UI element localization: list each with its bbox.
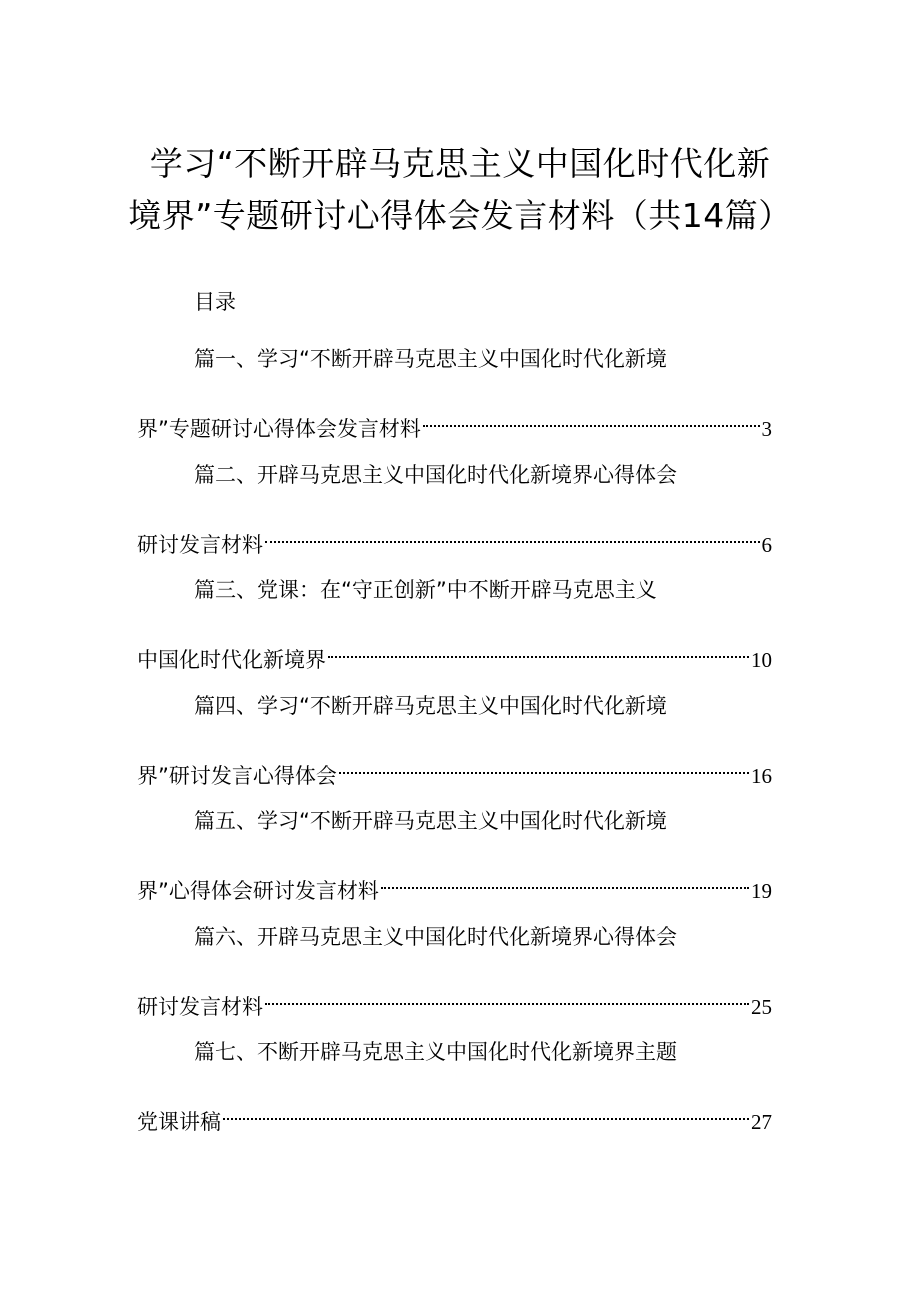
toc-entry-2[interactable]	[137, 456, 772, 572]
dot-leader	[263, 516, 762, 552]
toc-page-number: 16	[751, 763, 772, 788]
toc-heading: 目录	[194, 290, 236, 314]
toc-entry-title-continued: 研讨发言材料	[137, 994, 263, 1019]
toc-page-number: 25	[751, 994, 772, 1019]
toc-entry-3[interactable]	[137, 571, 772, 687]
dot-leader	[337, 747, 751, 783]
toc-entry-6[interactable]	[137, 918, 772, 1034]
toc-page-number: 19	[751, 879, 772, 903]
table-of-contents	[137, 340, 772, 1149]
toc-entry-title-continued: 界”专题研讨心得体会发言材料	[137, 417, 421, 441]
dot-leader	[421, 400, 762, 436]
toc-entry-title: 篇一、学习“不断开辟马克思主义中国化时代化新境	[194, 347, 667, 371]
toc-entry-4[interactable]	[137, 687, 772, 803]
toc-entry-title: 篇四、学习“不断开辟马克思主义中国化时代化新境	[194, 693, 667, 718]
toc-page-number: 10	[751, 648, 772, 672]
toc-entry-title: 篇七、不断开辟马克思主义中国化时代化新境界主题	[194, 1040, 677, 1064]
toc-entry-title-continued: 界”研讨发言心得体会	[137, 763, 337, 788]
toc-entry-title-continued: 党课讲稿	[137, 1110, 221, 1134]
document-title	[0, 138, 920, 242]
dot-leader	[221, 1093, 751, 1129]
toc-entry-title: 篇六、开辟马克思主义中国化时代化新境界心得体会	[194, 924, 677, 949]
toc-entry-title: 篇三、党课：在“守正创新”中不断开辟马克思主义	[194, 578, 657, 602]
dot-leader	[326, 631, 751, 667]
toc-entry-title-continued: 研讨发言材料	[137, 532, 263, 557]
toc-entry-5[interactable]	[137, 802, 772, 918]
toc-entry-title-continued: 中国化时代化新境界	[137, 648, 326, 672]
toc-entry-title-continued: 界”心得体会研讨发言材料	[137, 879, 379, 903]
dot-leader	[263, 978, 751, 1014]
toc-page-number: 3	[761, 417, 772, 441]
toc-entry-1[interactable]	[137, 340, 772, 456]
toc-entry-title: 篇五、学习“不断开辟马克思主义中国化时代化新境	[194, 809, 667, 833]
toc-entry-title: 篇二、开辟马克思主义中国化时代化新境界心得体会	[194, 462, 677, 487]
toc-page-number: 27	[751, 1110, 772, 1134]
toc-page-number: 6	[761, 532, 772, 557]
dot-leader	[379, 862, 751, 898]
document-title-line-1: 学习“不断开辟马克思主义中国化时代化新	[149, 144, 771, 183]
toc-entry-7[interactable]	[137, 1033, 772, 1149]
document-title-line-2: 境界”专题研讨心得体会发言材料（共14篇）	[128, 196, 792, 235]
